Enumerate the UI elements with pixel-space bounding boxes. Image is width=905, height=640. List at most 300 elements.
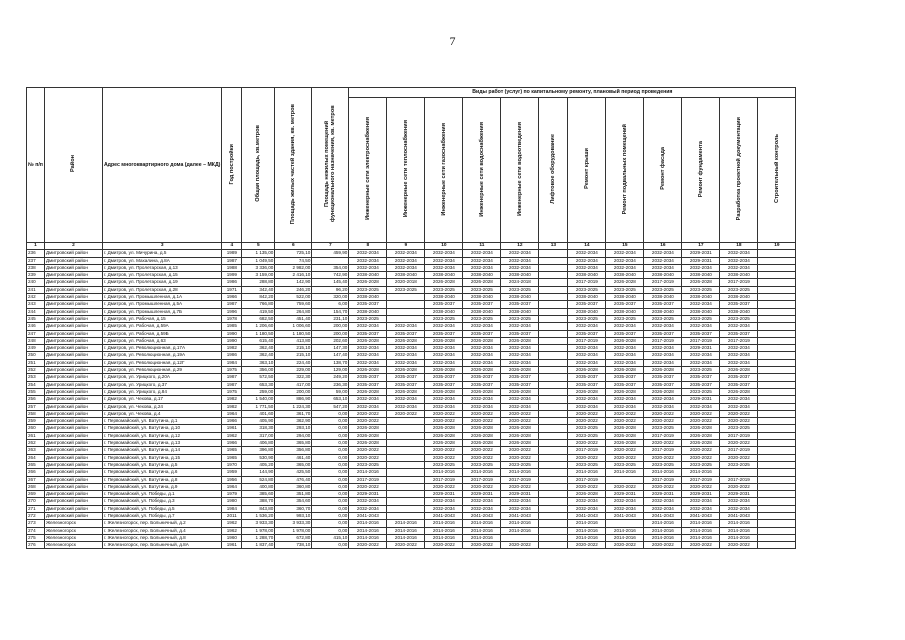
table-cell: 476,40 [275,476,312,483]
table-cell: 317,00 [242,432,275,439]
table-cell: Дмитровский район [44,418,102,425]
table-cell: г. Дмитров, ул. Чехова, д.17 [102,396,221,403]
table-cell: 2023-2025 [682,388,720,395]
table-cell: 1962 [222,520,242,527]
table-row [27,345,796,352]
table-cell: 2026-2028 [606,337,644,344]
table-row [27,294,796,301]
table-cell: 2032-2034 [425,505,463,512]
table-cell: 461,40 [275,454,312,461]
header-work-type: Ремонт фундамента [682,98,720,243]
table-cell: 266 [27,469,45,476]
table-cell: 2023-2025 [568,286,606,293]
table-cell: 2041-2043 [568,512,606,519]
table-cell: 682,50 [242,315,275,322]
table-cell: 262 [27,440,45,447]
header-work-type: Инженерные сети водоотведения [501,98,539,243]
table-cell: 2023-2025 [349,315,387,322]
column-number: 1 [27,243,45,250]
table-cell: Дмитровский район [44,294,102,301]
table-cell [758,469,796,476]
table-cell: 263 [27,447,45,454]
table-cell: 2023-2025 [644,315,682,322]
table-cell: 2035-2037 [720,374,758,381]
table-cell: 2020-2022 [720,440,758,447]
table-cell: Дмитровский район [44,388,102,395]
table-cell: 241 [27,286,45,293]
table-cell: 2038-2040 [606,294,644,301]
table-cell: 2038-2040 [463,272,501,279]
table-cell: 1990 [222,337,242,344]
table-cell [539,301,568,308]
table-cell: 2020-2022 [644,410,682,417]
column-number: 14 [568,243,606,250]
table-cell: Дмитровский район [44,498,102,505]
table-cell: 2035-2037 [644,330,682,337]
table-cell: 413,80 [275,337,312,344]
table-cell: 2026-2028 [463,279,501,286]
table-cell: 2035-2037 [387,381,425,388]
table-cell [539,352,568,359]
table-cell: 2 982,00 [275,264,312,271]
table-cell [758,505,796,512]
table-cell: Дмитровский район [44,469,102,476]
table-cell: 0,00 [312,505,349,512]
table-cell: 1985 [222,323,242,330]
table-cell: Дмитровский район [44,461,102,468]
table-cell: 2038-2040 [425,294,463,301]
table-cell [387,483,425,490]
table-cell [758,381,796,388]
table-cell: 2026-2028 [606,367,644,374]
table-cell: 2032-2034 [501,257,539,264]
table-cell: 248 [27,337,45,344]
table-cell: 2032-2034 [349,323,387,330]
table-cell: 2035-2037 [425,330,463,337]
table-row [27,286,796,293]
table-cell: 2 416,10 [275,272,312,279]
table-cell: 2032-2034 [606,352,644,359]
table-cell: 2014-2016 [606,527,644,534]
table-cell: 2032-2034 [425,323,463,330]
table-cell: 2032-2034 [606,505,644,512]
column-number: 7 [312,243,349,250]
table-cell [387,432,425,439]
table-cell [758,250,796,257]
table-cell: 2017-2019 [644,337,682,344]
column-number: 4 [222,243,242,250]
table-cell: 154,70 [312,308,349,315]
table-cell: 253 [27,374,45,381]
table-cell: 2020-2022 [501,418,539,425]
table-row [27,454,796,461]
table-cell: 0,00 [312,520,349,527]
table-cell: 274 [27,527,45,534]
table-cell: 2014-2016 [387,527,425,534]
table-cell: 672,80 [275,534,312,541]
table-cell: г. Железногорск, пер. Больничный, д.8А [102,542,221,549]
table-cell: 2032-2034 [463,352,501,359]
capital-repair-table [26,87,796,549]
table-cell: 2026-2028 [682,279,720,286]
table-cell: 2023-2025 [606,315,644,322]
table-cell [539,410,568,417]
table-cell: 1987 [222,301,242,308]
table-cell [758,498,796,505]
table-cell: 2032-2034 [720,264,758,271]
table-cell: 2032-2034 [349,359,387,366]
table-cell: 2020-2022 [568,410,606,417]
table-cell [758,264,796,271]
table-cell: 2017-2019 [568,447,606,454]
table-cell [758,483,796,490]
column-number: 13 [539,243,568,250]
header-address: Адрес многоквартирного дома (далее – МКД) [102,88,221,243]
table-cell: Дмитровский район [44,410,102,417]
table-cell: 2035-2037 [720,330,758,337]
table-cell: 215,10 [275,345,312,352]
table-cell: 2029-2031 [501,491,539,498]
table-cell [758,461,796,468]
table-cell: 2035-2037 [349,381,387,388]
table-cell: 725,10 [275,250,312,257]
table-cell: 2020-2022 [463,410,501,417]
table-cell: 2026-2028 [606,440,644,447]
table-cell: 2017-2019 [644,432,682,439]
column-number: 9 [387,243,425,250]
table-cell [758,308,796,315]
table-cell: 2032-2034 [463,264,501,271]
table-cell: 2032-2034 [720,498,758,505]
table-cell: 388,70 [242,498,275,505]
table-cell: 2038-2040 [682,294,720,301]
table-cell [539,440,568,447]
table-cell: 2011 [222,512,242,519]
table-cell: 242 [27,294,45,301]
table-cell [758,534,796,541]
table-cell: 249,20 [312,374,349,381]
table-cell: 2032-2034 [682,301,720,308]
table-cell: 1984 [222,359,242,366]
column-number: 6 [275,243,312,250]
table-cell: 2035-2037 [644,381,682,388]
table-cell: 288,80 [242,279,275,286]
table-cell: 2017-2019 [720,337,758,344]
table-cell: 2020-2022 [568,483,606,490]
table-cell: 2023-2025 [568,432,606,439]
table-cell: 2038-2040 [501,272,539,279]
table-cell: 2014-2016 [606,469,644,476]
table-cell: г. Дмитров, ул. Революционная, д.12Г [102,359,221,366]
table-cell: 1982 [222,345,242,352]
table-cell: 2032-2034 [349,505,387,512]
table-cell: 2029-2031 [682,250,720,257]
table-cell: 2023-2025 [606,286,644,293]
table-cell: 2017-2019 [568,279,606,286]
table-cell: 0,00 [312,447,349,454]
table-cell: 2014-2016 [349,520,387,527]
table-cell: 2032-2034 [682,498,720,505]
table-cell: 2032-2034 [349,250,387,257]
header-work-type: Инженерные сети водоснабжения [463,98,501,243]
table-cell: 1988 [222,264,242,271]
table-cell: 2023-2025 [720,461,758,468]
header-work-type: Инженерные сети электроснабжения [349,98,387,243]
table-cell: 2038-2040 [568,308,606,315]
table-cell: 2032-2034 [720,257,758,264]
table-cell [758,315,796,322]
table-cell: 1956 [222,476,242,483]
table-cell: 2023-2025 [568,461,606,468]
table-cell: 244 [27,308,45,315]
table-cell: 2014-2016 [501,527,539,534]
table-cell: г. Дмитров, ул. Чехова, д.24 [102,403,221,410]
table-cell: 2026-2028 [387,388,425,395]
table-cell: 259,00 [242,388,275,395]
table-cell: 2020-2022 [501,542,539,549]
table-cell: 653,30 [242,381,275,388]
table-cell: 2026-2028 [568,367,606,374]
table-cell: 2032-2034 [606,396,644,403]
table-cell: 247 [27,330,45,337]
table-cell: 2024-2018 [501,279,539,286]
table-cell: 843,80 [242,505,275,512]
table-cell: 1 006,60 [275,323,312,330]
table-cell: 2023-2025 [682,286,720,293]
table-cell: 2035-2037 [606,301,644,308]
table-cell: 2032-2034 [606,498,644,505]
table-cell: 2026-2028 [463,367,501,374]
table-cell: 2020-2022 [568,440,606,447]
table-cell: 2020-2022 [425,454,463,461]
table-cell: 1987 [222,257,242,264]
table-cell: 451,40 [275,315,312,322]
table-cell: 2032-2034 [644,323,682,330]
table-cell [539,264,568,271]
table-cell: 2020-2022 [349,418,387,425]
header-work-type: Ремонт крыши [568,98,606,243]
table-cell: 993,10 [275,512,312,519]
table-cell: 2023-2025 [682,367,720,374]
table-row [27,315,796,322]
table-cell [539,527,568,534]
table-cell: г. Дмитров, ул. Промышленная, д.1А [102,294,221,301]
table-cell: 2017-2019 [720,279,758,286]
table-cell: Дмитровский район [44,272,102,279]
table-cell: 2026-2028 [682,425,720,432]
column-number: 19 [758,243,796,250]
table-cell [387,476,425,483]
table-cell: 2041-2043 [463,512,501,519]
table-cell: 2026-2028 [606,279,644,286]
table-cell: 2023-2025 [425,286,463,293]
table-row [27,418,796,425]
column-number: 18 [720,243,758,250]
table-cell: г. Первомайский, ул. Победы, д.5 [102,505,221,512]
table-cell: Дмитровский район [44,337,102,344]
table-cell: 2029-2031 [720,491,758,498]
table-row [27,301,796,308]
column-number: 12 [501,243,539,250]
table-cell: 2026-2028 [606,388,644,395]
table-cell [387,315,425,322]
table-cell: г. Дмитров, ул. Урицкого, д.37 [102,381,221,388]
table-cell: 2032-2034 [349,498,387,505]
table-cell: 2038-2040 [644,294,682,301]
table-cell: 2017-2019 [463,476,501,483]
table-cell: 365,80 [275,440,312,447]
table-cell: 2032-2034 [501,352,539,359]
table-cell: 615,40 [242,337,275,344]
table-cell [758,257,796,264]
table-cell: 2038-2040 [568,272,606,279]
table-cell: 0,00 [312,542,349,549]
header-work-type: Лифтовое оборудование [539,98,568,243]
table-cell: 2032-2034 [501,264,539,271]
table-cell: 264,80 [275,308,312,315]
table-cell: 2032-2034 [463,323,501,330]
table-cell: 738,10 [275,542,312,549]
table-cell: 1 536,20 [242,512,275,519]
table-cell: 251 [27,359,45,366]
table-cell: 2017-2019 [644,279,682,286]
table-cell [758,418,796,425]
table-cell: 2020-2022 [349,447,387,454]
table-cell: 1966 [222,418,242,425]
table-cell: 2032-2034 [568,498,606,505]
table-cell [758,286,796,293]
table-cell: 1975 [222,388,242,395]
table-cell: Дмитровский район [44,454,102,461]
table-cell: 2014-2016 [425,534,463,541]
table-cell: 294,00 [275,432,312,439]
table-cell [758,410,796,417]
table-cell: 2032-2034 [387,250,425,257]
table-cell: 2032-2034 [682,352,720,359]
table-cell: 2035-2037 [682,381,720,388]
table-cell: 2020-2022 [568,454,606,461]
table-cell: 2020-2022 [568,542,606,549]
table-cell: 1970 [222,461,242,468]
table-cell: 2032-2034 [425,250,463,257]
column-number: 8 [349,243,387,250]
table-cell: 0,00 [312,512,349,519]
table-cell: 2032-2034 [720,359,758,366]
table-cell: 2026-2028 [349,367,387,374]
table-cell: 653,10 [312,396,349,403]
table-cell [758,301,796,308]
table-cell: г. Дмитров, ул. Революционная, д.17А [102,345,221,352]
table-cell: 2023-2025 [463,461,501,468]
table-cell: 59,00 [312,388,349,395]
table-cell: 2020-2022 [425,483,463,490]
table-cell: 2014-2016 [568,469,606,476]
table-cell: 2035-2037 [349,330,387,337]
table-cell: 2032-2034 [387,352,425,359]
table-cell: 1966 [222,440,242,447]
table-cell: 2032-2034 [425,264,463,271]
table-cell: 2032-2034 [720,352,758,359]
table-cell: 2020-2022 [501,454,539,461]
table-cell [501,534,539,541]
table-cell: 2032-2034 [349,257,387,264]
table-cell: Дмитровский район [44,301,102,308]
table-cell: 2035-2037 [349,301,387,308]
table-cell: 2026-2028 [349,279,387,286]
table-cell: 2032-2034 [568,396,606,403]
table-cell: 2014-2016 [720,527,758,534]
table-cell: 276 [27,542,45,549]
table-cell: 385,60 [242,491,275,498]
table-cell [387,469,425,476]
table-cell: 2035-2037 [606,330,644,337]
header-works-group: Виды работ (услуг) по капитальному ремонту, плановый период проведения [349,88,796,98]
table-cell: 2014-2016 [349,527,387,534]
table-cell: 1986 [222,279,242,286]
table-cell: 2038-2040 [349,294,387,301]
table-cell: 2020-2022 [644,542,682,549]
table-cell: 2035-2037 [644,301,682,308]
table-cell: 2032-2034 [387,403,425,410]
table-cell: 2014-2016 [644,534,682,541]
table-cell: 236,30 [312,381,349,388]
table-cell: г. Дмитров, ул. Рабочая, д.63 [102,337,221,344]
table-cell: 2020-2022 [720,483,758,490]
table-cell: 2020-2022 [349,454,387,461]
table-cell: 2017-2019 [425,476,463,483]
table-cell: 261 [27,432,45,439]
table-cell: 1962 [222,527,242,534]
table-cell: 2032-2034 [349,403,387,410]
table-cell: 2014-2016 [568,534,606,541]
table-cell: 229,00 [275,367,312,374]
table-cell: 459,90 [312,250,349,257]
table-cell: 246,20 [275,286,312,293]
table-cell: 356,00 [242,367,275,374]
table-cell: 2023-2025 [682,315,720,322]
table-cell [539,512,568,519]
table-cell: 342,40 [242,286,275,293]
table-row [27,279,796,286]
table-cell: 2026-2028 [644,367,682,374]
table-cell: Дмитровский район [44,264,102,271]
table-cell: г. Дмитров, ул. Мичурина, д.5 [102,250,221,257]
header-district: Район [44,88,102,243]
table-cell [606,520,644,527]
table-cell: 530,90 [242,454,275,461]
table-cell: 2038-2040 [720,294,758,301]
table-cell: 2032-2034 [463,359,501,366]
table-cell: 2035-2037 [425,301,463,308]
table-cell: 243 [27,301,45,308]
table-cell [758,272,796,279]
table-cell [539,279,568,286]
table-cell [758,403,796,410]
table-row [27,505,796,512]
table-cell: 2035-2037 [463,374,501,381]
table-cell: 2014-2016 [644,527,682,534]
table-cell: г. Дмитров, ул. Чехова, д.4 [102,410,221,417]
table-cell: 2023-2025 [501,461,539,468]
table-cell: 1966 [222,294,242,301]
table-cell: 2026-2028 [425,337,463,344]
table-cell: г. Дмитров, ул. Промышленная, д.5А [102,301,221,308]
table-cell: 147,40 [312,352,349,359]
table-cell: 3 933,30 [275,520,312,527]
table-cell: 271 [27,505,45,512]
table-cell: 1980 [222,498,242,505]
table-cell: 74,50 [275,257,312,264]
